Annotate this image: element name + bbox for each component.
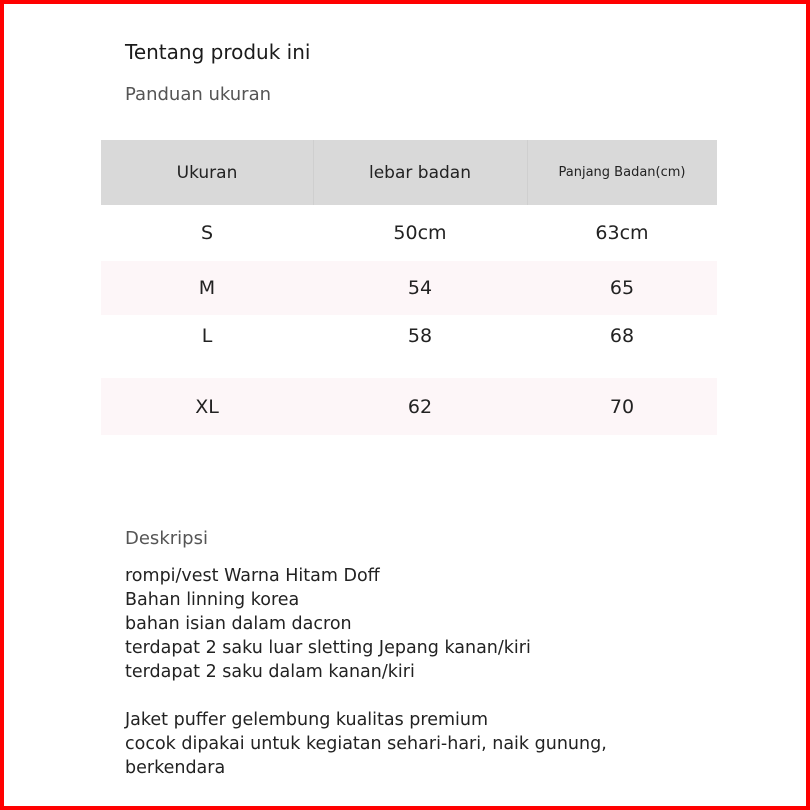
cell-width: 62 — [407, 395, 433, 418]
table-row — [101, 315, 717, 357]
description-line: cocok dipakai untuk kegiatan sehari-hari, naik gunung, — [125, 734, 607, 754]
description-line: terdapat 2 saku dalam kanan/kiri — [125, 662, 415, 682]
cell-width: 54 — [407, 277, 433, 299]
description-line: bahan isian dalam dacron — [125, 614, 352, 634]
table-row — [101, 205, 717, 261]
description-title: Deskripsi — [125, 528, 208, 549]
description-line: Jaket puffer gelembung kualitas premium — [125, 710, 489, 730]
cell-size: L — [201, 325, 213, 347]
table-row — [101, 378, 717, 435]
cell-size: M — [198, 277, 216, 299]
cell-size: S — [200, 222, 214, 244]
description-body — [125, 564, 765, 780]
description-spacer — [125, 684, 765, 708]
cell-length: 63cm — [595, 222, 649, 244]
table-row — [101, 261, 717, 315]
size-table — [101, 140, 717, 435]
header-size: Ukuran — [176, 162, 238, 183]
section-title: Tentang produk ini — [125, 40, 311, 64]
description-line: terdapat 2 saku luar sletting Jepang kanan/kiri — [125, 638, 531, 658]
description-line: rompi/vest Warna Hitam Doff — [125, 566, 380, 586]
cell-length: 65 — [609, 277, 635, 299]
size-guide-title: Panduan ukuran — [125, 84, 272, 105]
cell-length: 70 — [609, 395, 635, 418]
cell-width: 50cm — [393, 222, 447, 244]
header-body-length: Panjang Badan(cm) — [558, 165, 686, 180]
cell-width: 58 — [407, 325, 433, 347]
description-line: berkendara — [125, 758, 226, 778]
table-header — [101, 140, 717, 205]
cell-length: 68 — [609, 325, 635, 347]
header-body-width: lebar badan — [369, 162, 471, 183]
description-line: Bahan linning korea — [125, 590, 300, 610]
cell-size: XL — [195, 395, 219, 418]
